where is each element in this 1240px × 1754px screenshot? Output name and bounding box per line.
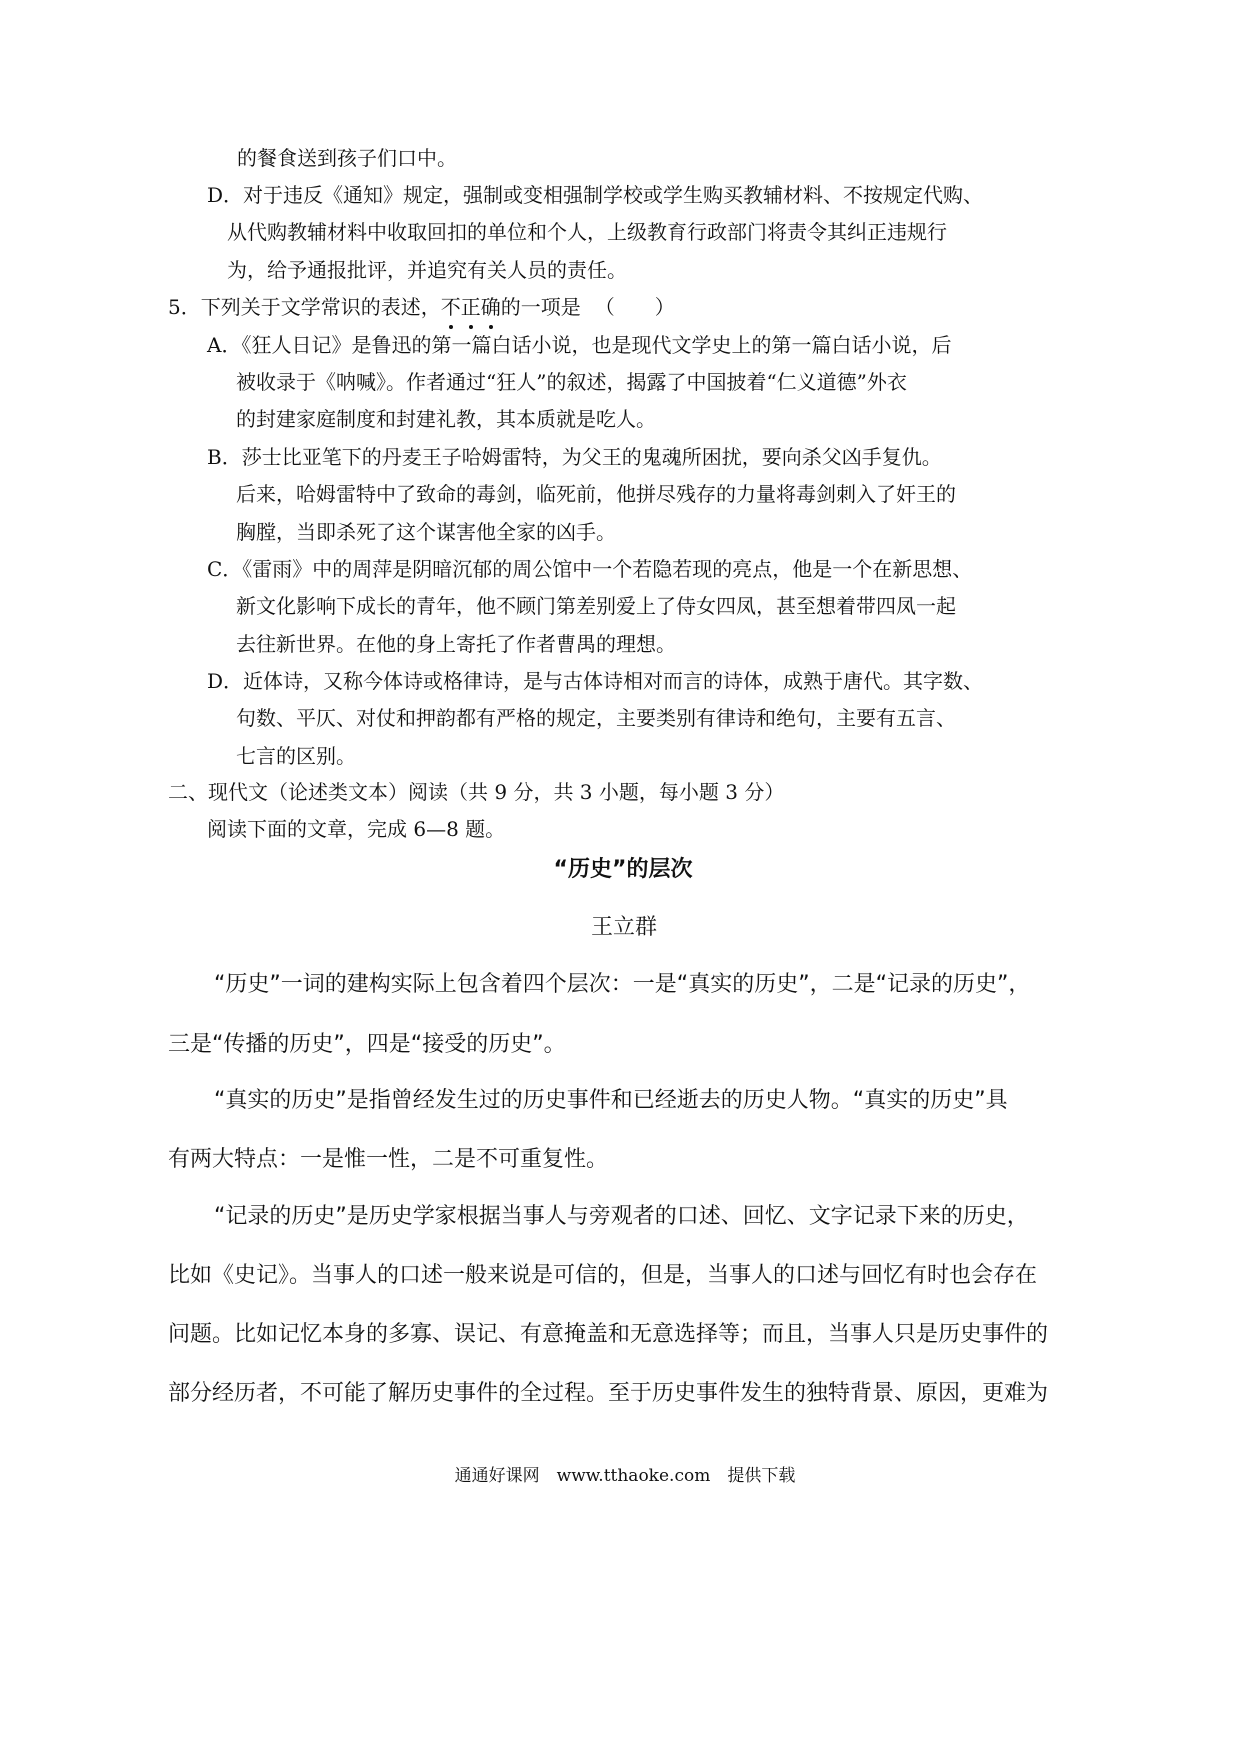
q4-option-d-line-3: 为，给予通报批评，并追究有关人员的责任。 bbox=[227, 258, 627, 282]
article-line-8: 部分经历者，不可能了解历史事件的全过程。至于历史事件发生的独特背景、原因，更难为 bbox=[168, 1381, 1049, 1406]
q5-answer-blank: （ ） bbox=[594, 295, 675, 319]
q5-option-a-line-3: 的封建家庭制度和封建礼教，其本质就是吃人。 bbox=[236, 407, 656, 431]
q5-option-d-line-2: 句数、平仄、对仗和押韵都有严格的规定，主要类别有律诗和绝句，主要有五言、 bbox=[236, 706, 956, 730]
article-line-7: 问题。比如记忆本身的多寡、误记、有意掩盖和无意选择等；而且，当事人只是历史事件的 bbox=[168, 1322, 1049, 1347]
q5-option-b-line-3: 胸膛，当即杀死了这个谋害他全家的凶手。 bbox=[236, 520, 616, 544]
q5-option-c-line-3: 去往新世界。在他的身上寄托了作者曹禺的理想。 bbox=[236, 632, 676, 656]
article-line-4: 有两大特点：一是惟一性，二是不可重复性。 bbox=[168, 1147, 609, 1172]
q4-option-c-tail: 的餐食送到孩子们口中。 bbox=[237, 146, 457, 170]
article-line-3: “真实的历史”是指曾经发生过的历史事件和已经逝去的历史人物。“真实的历史”具 bbox=[214, 1088, 1008, 1113]
emphasis-dot bbox=[449, 325, 453, 329]
article-title: “历史”的层次 bbox=[553, 857, 693, 882]
q5-stem-emphasis bbox=[441, 293, 501, 321]
article-line-6: 比如《史记》。当事人的口述一般来说是可信的，但是，当事人的口述与回忆有时也会存在 bbox=[168, 1263, 1038, 1288]
q5-option-b-line-2: 后来，哈姆雷特中了致命的毒剑，临死前，他拼尽残存的力量将毒剑刺入了奸王的 bbox=[236, 482, 956, 506]
article-author: 王立群 bbox=[590, 915, 657, 940]
q5-option-d-line-1: D．近体诗，又称今体诗或格律诗，是与古体诗相对而言的诗体，成熟于唐代。其字数、 bbox=[207, 669, 984, 693]
emphasis-dot bbox=[469, 325, 473, 329]
q5-option-c-line-1: C．《雷雨》中的周萍是阴暗沉郁的周公馆中一个若隐若现的亮点，他是一个在新思想、 bbox=[207, 557, 973, 581]
section-2-instruction: 阅读下面的文章，完成 6—8 题。 bbox=[207, 817, 506, 841]
q5-option-b-line-1: B．莎士比亚笔下的丹麦王子哈姆雷特，为父王的鬼魂所困扰，要向杀父凶手复仇。 bbox=[207, 445, 942, 469]
q5-stem-after: 的一项是 bbox=[500, 295, 581, 319]
q4-option-d-line-2: 从代购教辅材料中收取回扣的单位和个人，上级教育行政部门将责令其纠正违规行 bbox=[227, 220, 947, 244]
page-footer: 通通好课网 www.tthaoke.com 提供下载 bbox=[454, 1466, 796, 1486]
q5-option-d-line-3: 七言的区别。 bbox=[236, 744, 356, 768]
q5-stem-emphasis-text: 不正确 bbox=[440, 295, 501, 319]
article-line-5: “记录的历史”是历史学家根据当事人与旁观者的口述、回忆、文字记录下来的历史， bbox=[214, 1204, 1029, 1229]
article-line-1: “历史”一词的建构实际上包含着四个层次：一是“真实的历史”，二是“记录的历史”， bbox=[214, 972, 1031, 997]
emphasis-dot bbox=[489, 325, 493, 329]
q5-stem bbox=[168, 293, 675, 321]
q5-option-a-line-1: A．《狂人日记》是鲁迅的第一篇白话小说，也是现代文学史上的第一篇白话小说，后 bbox=[207, 333, 952, 357]
q5-option-c-line-2: 新文化影响下成长的青年，他不顾门第差别爱上了侍女四凤，甚至想着带四凤一起 bbox=[236, 594, 956, 618]
q5-stem-before: 5．下列关于文学常识的表述， bbox=[168, 295, 441, 319]
q5-option-a-line-2: 被收录于《呐喊》。作者通过“狂人”的叙述，揭露了中国披着“仁义道德”外衣 bbox=[236, 370, 907, 394]
article-line-2: 三是“传播的历史”，四是“接受的历史”。 bbox=[168, 1032, 566, 1057]
q4-option-d-line-1: D．对于违反《通知》规定，强制或变相强制学校或学生购买教辅材料、不按规定代购、 bbox=[207, 183, 984, 207]
section-2-heading: 二、现代文（论述类文本）阅读（共 9 分，共 3 小题，每小题 3 分） bbox=[168, 780, 785, 804]
